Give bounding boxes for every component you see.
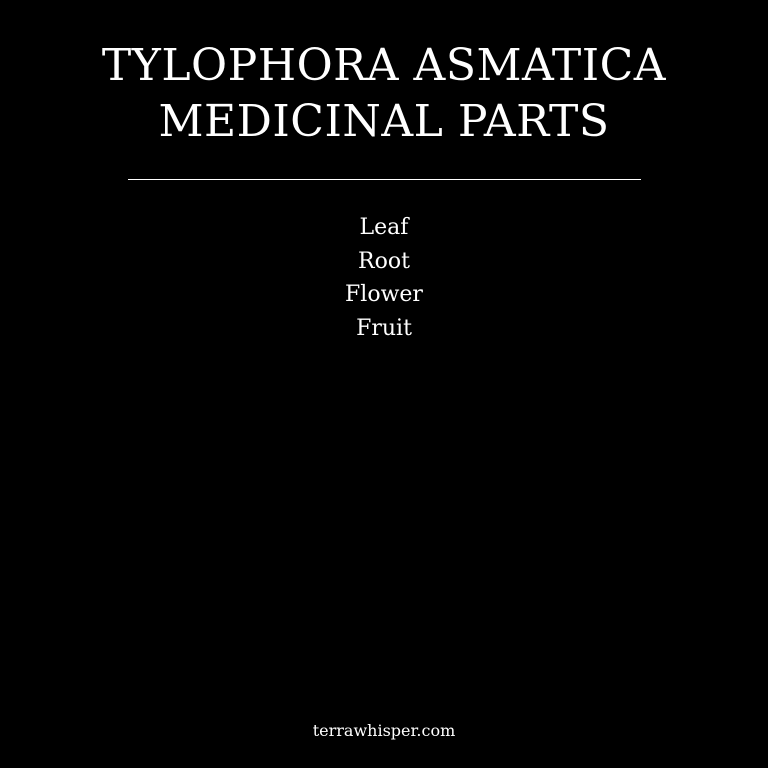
title-line-2: MEDICINAL PARTS xyxy=(158,96,610,147)
site-credit: terrawhisper.com xyxy=(312,721,456,740)
medicinal-parts-list xyxy=(0,211,768,345)
title-divider xyxy=(128,179,641,180)
list-item: Root xyxy=(358,248,410,274)
page-title xyxy=(0,38,768,150)
list-item: Flower xyxy=(345,282,423,307)
list-item: Leaf xyxy=(359,215,409,240)
title-line-1: TYLOPHORA ASMATICA xyxy=(101,40,667,91)
list-item: Fruit xyxy=(356,315,412,341)
